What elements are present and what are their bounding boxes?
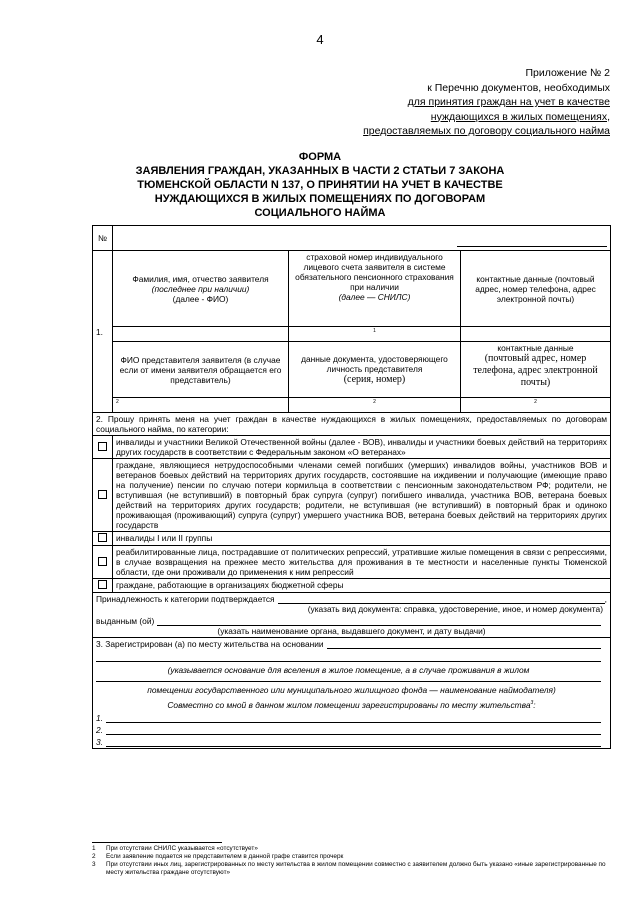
footnote-number: 3 — [92, 861, 96, 868]
category-text: граждане, являющиеся нетрудоспособными членами семей погибших (умерших) инвалидов войны, участников ВОВ и ветеранов боевых действий на территориях других государств, состоявшие на иждивении и получающие (имеющие право на получение) пенсии по случаю потери кормильца в соответствии с пенсионным законодательством РФ; родители, не вступившая (не вступивший) в повторный брак супруга (супруг) погибшего инвалида, участника ВОВ, ветерана боевых действий на территориях других государств; родители, не вступившая (не вступивший) в повторный брак и одиноко проживающая (проживающий) супруга (супруг) умершего участника ВОВ, ветерана боевых действий на территориях других государств — [113, 459, 611, 532]
issued-hint: (указать наименование органа, выдавшего документ, и дату выдачи) — [217, 626, 486, 636]
footnote — [92, 853, 612, 861]
representative-contacts-header — [461, 342, 611, 398]
form-title-block — [60, 150, 580, 220]
applicant-fio-field[interactable] — [113, 327, 289, 342]
category-checkbox[interactable] — [93, 532, 113, 546]
footnote-ref: 2 — [116, 399, 119, 405]
cohabitant-number: 2. — [96, 724, 103, 735]
form-subtitle-line: ТЮМЕНСКОЙ ОБЛАСТИ N 137, О ПРИНЯТИИ НА УЧЕТ В КАЧЕСТВЕ — [137, 179, 503, 191]
footnote — [92, 861, 612, 877]
num-label: № — [93, 226, 113, 251]
section3-label: 3. Зарегистрирован (а) по месту жительства на основании — [96, 639, 324, 649]
applicant-contacts-header: контактные данные (почтовый адрес, номер телефона, адрес электронной почты) — [461, 251, 611, 327]
category-checkbox[interactable] — [93, 436, 113, 459]
applicant-snils-header — [289, 251, 461, 327]
category-checkbox[interactable] — [93, 546, 113, 579]
section3-line — [96, 639, 607, 649]
category-checkbox[interactable] — [93, 579, 113, 593]
cohabitant-row — [96, 713, 607, 723]
appendix-line: для принятия граждан на учет в качестве — [407, 96, 610, 108]
representative-doc-label: данные документа, удостоверяющего личность представителя — [301, 353, 448, 374]
cohabitants-colon: : — [533, 699, 536, 710]
checkbox-square — [98, 557, 107, 566]
cohabitant-number: 3. — [96, 736, 103, 747]
representative-doc-field[interactable] — [289, 398, 461, 413]
representative-doc-header — [289, 342, 461, 398]
representative-fio-header: ФИО представителя заявителя (в случае если от имени заявителя обращается его представитель) — [113, 342, 289, 398]
number-field[interactable] — [113, 226, 611, 251]
footnote-ref: 2 — [534, 399, 537, 405]
confirmation-line — [96, 594, 607, 604]
appendix-block — [363, 66, 610, 139]
appendix-line: к Перечню документов, необходимых — [427, 81, 610, 94]
section3-hint2: помещении государственного или муниципального жилищного фонда — наименование наймодателя) — [147, 685, 556, 695]
appendix-title: Приложение № 2 — [525, 67, 610, 79]
issued-label: выданным (ой) — [96, 616, 155, 626]
cohabitants-line — [96, 698, 607, 710]
applicant-snils-field[interactable] — [289, 327, 461, 342]
footnote-number: 1 — [92, 845, 96, 852]
footnote-ref: 2 — [373, 399, 376, 405]
applicant-snils-abbr: (далее — СНИЛС) — [338, 292, 411, 302]
footnote-ref: 3 — [530, 700, 534, 706]
form-title: ФОРМА — [298, 151, 342, 163]
confirmation-hint: (указать вид документа: справка, удостоверение, иное, и номер документа) — [307, 604, 603, 614]
applicant-contacts-field[interactable] — [461, 327, 611, 342]
section3-extra-field[interactable] — [96, 652, 601, 662]
checkbox-square — [98, 580, 107, 589]
checkbox-square — [98, 533, 107, 542]
representative-doc-serial: (серия, номер) — [343, 373, 406, 385]
cohabitant-field[interactable] — [106, 737, 601, 747]
number-line — [457, 236, 607, 247]
form-subtitle-line: НУЖДАЮЩИХСЯ В ЖИЛЫХ ПОМЕЩЕНИЯХ ПО ДОГОВОРАМ — [154, 193, 486, 205]
confirmation-field[interactable] — [278, 594, 605, 604]
section1-label: 1. — [93, 251, 113, 413]
confirmation-block — [93, 593, 611, 638]
representative-contacts-detail: (почтовый адрес, номер телефона, адрес электронной почты) — [473, 353, 598, 388]
appendix-line: предоставляемых по договору социального найма — [363, 125, 610, 137]
category-checkbox[interactable] — [93, 459, 113, 532]
footnotes — [92, 845, 612, 877]
category-text: граждане, работающие в организациях бюджетной сферы — [113, 579, 611, 593]
section3-basis-field[interactable] — [327, 639, 601, 649]
section3-block — [93, 638, 611, 749]
page-number: 4 — [316, 32, 324, 47]
cohabitant-field[interactable] — [106, 725, 601, 735]
application-form-table — [92, 225, 611, 749]
representative-fio-field[interactable] — [113, 398, 289, 413]
applicant-fio-label: Фамилия, имя, отчество заявителя — [132, 273, 269, 284]
representative-contacts-label: контактные данные — [497, 343, 574, 353]
checkbox-square — [98, 490, 107, 499]
cohabitants-label: Совместно со мной в данном жилом помещении зарегистрированы по месту жительства — [167, 699, 531, 710]
form-subtitle-line: СОЦИАЛЬНОГО НАЙМА — [254, 207, 386, 219]
cohabitant-field[interactable] — [106, 713, 601, 723]
footnote-text: При отсутствии СНИЛС указывается «отсутствует» — [106, 845, 258, 852]
footnote — [92, 845, 612, 853]
applicant-snils-label: страховой номер индивидуального лицевого счета заявителя в системе обязательного пенсионного страхования при наличии — [295, 252, 454, 292]
footnote-number: 2 — [92, 853, 96, 860]
footnote-ref: 1 — [373, 328, 376, 334]
confirmation-comma: , — [604, 594, 607, 604]
form-subtitle-line: ЗАЯВЛЕНИЯ ГРАЖДАН, УКАЗАННЫХ В ЧАСТИ 2 СТАТЬИ 7 ЗАКОНА — [135, 165, 505, 177]
issued-line — [96, 616, 607, 626]
appendix-line: нуждающихся в жилых помещениях, — [430, 110, 610, 123]
applicant-fio-header — [113, 251, 289, 327]
category-text: реабилитированные лица, пострадавшие от политических репрессий, утратившие жилые помещения в связи с репрессиями, в случае возвращения на прежнее место жительства для проживания в те местности и населенные пункты Тюменской области, где они проживали до применения к ним репрессий — [113, 546, 611, 579]
confirmation-label: Принадлежность к категории подтверждается — [96, 594, 275, 604]
footnote-text: При отсутствии иных лиц, зарегистрированных по месту жительства в жилом помещении совместно с заявителем должно быть указано «иные зарегистрированные по месту жительства граждане отсутствуют» — [106, 861, 606, 876]
footnote-text: Если заявление подается не представителем в данной графе ставится прочерк — [106, 853, 344, 860]
applicant-fio-abbr: (далее - ФИО) — [172, 293, 229, 304]
representative-contacts-field[interactable] — [461, 398, 611, 413]
cohabitant-number: 1. — [96, 712, 103, 723]
section2-text: 2. Прошу принять меня на учет граждан в качестве нуждающихся в жилых помещениях, предоставляемых по договорам социального найма, по категории: — [93, 413, 611, 436]
footnote-separator — [92, 842, 222, 843]
issued-field[interactable] — [157, 616, 601, 626]
category-text: инвалиды и участники Великой Отечественной войны (далее - ВОВ), инвалиды и участники боевых действий на территориях других государств в соответствии с Федеральным законом «О ветеранах» — [113, 436, 611, 459]
applicant-fio-note: (последнее при наличии) — [151, 283, 250, 294]
section3-hint1: (указывается основание для вселения в жилое помещение, а в случае проживания в жилом — [96, 662, 601, 682]
cohabitant-row — [96, 737, 607, 747]
cohabitant-row — [96, 725, 607, 735]
checkbox-square — [98, 442, 107, 451]
category-text: инвалиды I или II группы — [113, 532, 611, 546]
